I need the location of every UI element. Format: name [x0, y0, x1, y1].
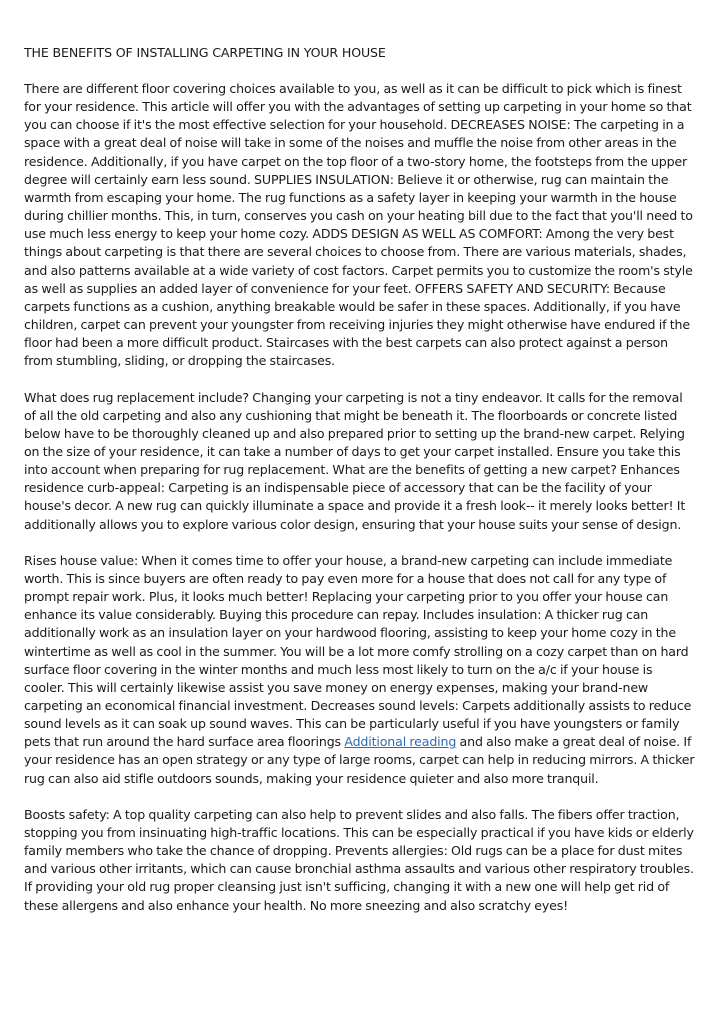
paragraph-1: There are different floor covering choices available to you, as well as it can be difficult to pick which is finest for your residence. This article will offer you with the advantages of setting up carpeting in your home so that you can choose if it's the most effective selection for your household. DECREASES NOISE: The carpeting in a space with a great deal of noise will take in some of the noises and muffle the noise from other areas in the residence. Additionally, if you have carpet on the top floor of a two-story home, the footsteps from the upper degree will certainly earn less sound. SUPPLIES INSULATION: Believe it or otherwise, rug can maintain the warmth from escaping your home. The rug functions as a safety layer in keeping your warmth in the house during chillier months. This, in turn, conserves you cash on your heating bill due to the fact that you'll need to use much less energy to keep your home cozy. ADDS DESIGN AS WELL AS COMFORT: Among the very best things about carpeting is that there are several choices to choose from. There are various materials, shades, and also patterns available at a wide variety of cost factors. Carpet permits you to customize the room's style as well as supplies an added layer of convenience for your feet. OFFERS SAFETY AND SECURITY: Because carpets functions as a cushion, anything breakable would be safer in these spaces. Additionally, if you have children, carpet can prevent your youngster from receiving injuries they might otherwise have endured if the floor had been a more difficult product. Staircases with the best carpets can also protect against a person from stumbling, sliding, or dropping the staircases. [24, 81, 693, 369]
paragraph-3-text-before-link: Rises house value: When it comes time to offer your house, a brand-new carpeting can include immediate worth. This is since buyers are often ready to pay even more for a house that does not call for any type of prompt repair work. Plus, it looks much better! Replacing your carpeting prior to you offer your house can enhance its value considerably. Buying this procedure can repay. Includes insulation: A thicker rug can additionally work as an insulation layer on your hardwood flooring, assisting to keep your home cozy in the wintertime as well as cool in the summer. You will be a lot more comfy strolling on a cozy carpet than on hard surface floor covering in the winter months and much less most likely to turn on the a/c if your house is cooler. This will certainly likewise assist you save money on energy expenses, making your brand-new carpeting an economical financial investment. Decreases sound levels: Carpets additionally assists to reduce sound levels as it can soak up sound waves. This can be particularly useful if you have youngsters or family pets that run around the hard surface area floorings [24, 552, 692, 750]
paragraph-3-text-after-link: and also make a great deal of noise. If your residence has an open strategy or any type of large rooms, carpet can help in reducing mirrors. A thicker rug can also aid stifle outdoors sounds, making your residence quieter and also more tranquil. [24, 734, 695, 786]
document-title: THE BENEFITS OF INSTALLING CARPETING IN YOUR HOUSE [24, 45, 386, 60]
paragraph-2: What does rug replacement include? Changing your carpeting is not a tiny endeavor. It calls for the removal of all the old carpeting and also any cushioning that might be beneath it. The floorboards or concrete listed below have to be thoroughly cleaned up and also prepared prior to setting up the brand-new carpet. Relying on the size of your residence, it can take a number of days to get your carpet installed. Ensure you take this into account when preparing for rug replacement. What are the benefits of getting a new carpet? Enhances residence curb-appeal: Carpeting is an indispensable piece of accessory that can be the facility of your house's decor. A new rug can quickly illuminate a space and provide it a fresh look-- it merely looks better! It additionally allows you to explore various color design, ensuring that your house suits your sense of design. [24, 389, 686, 532]
additional-reading-link[interactable]: Additional reading [344, 734, 457, 750]
paragraph-4: Boosts safety: A top quality carpeting can also help to prevent slides and also falls. The fibers offer traction, stopping you from insinuating high-traffic locations. This can be especially practical if you have kids or elderly family members who take the chance of dropping. Prevents allergies: Old rugs can be a place for dust mites and various other irritants, which can cause bronchial asthma assaults and various other respiratory troubles. If providing your old rug proper cleansing just isn't sufficing, changing it with a new one will help get rid of these allergens and also enhance your health. No more sneezing and also scratchy eyes! [24, 806, 694, 913]
paragraph-3 [24, 552, 696, 788]
